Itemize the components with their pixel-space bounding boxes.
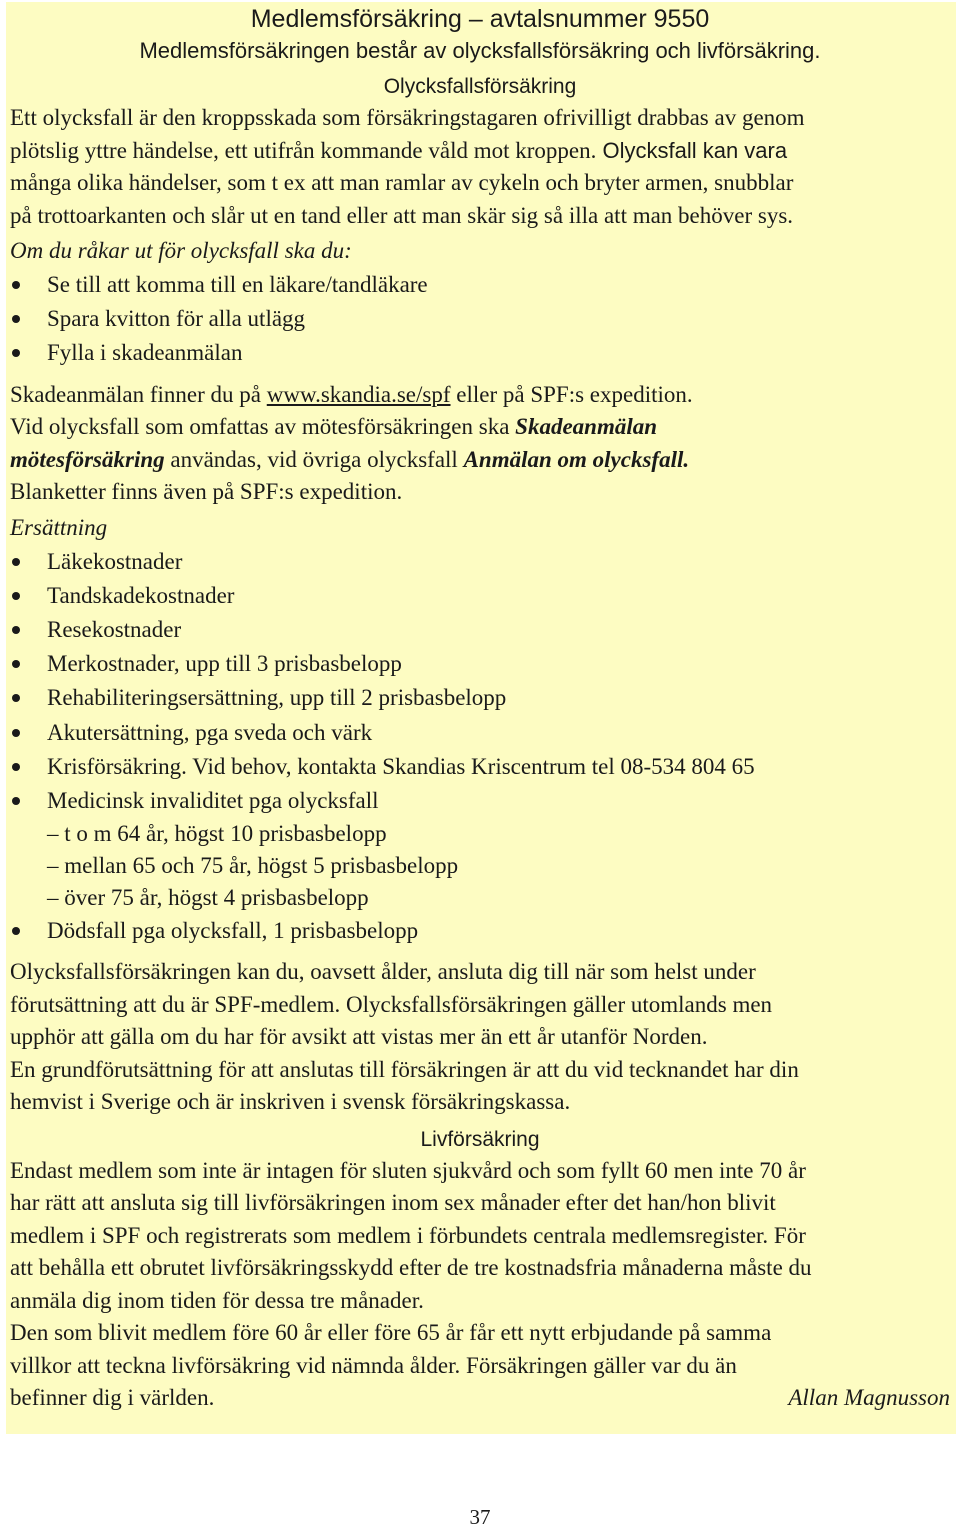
closing-line: befinner dig i världen. Allan Magnusson [10,1382,950,1415]
claim-form-line: Skadeanmälan finner du på www.skandia.se/spf eller på SPF:s expedition. [10,381,693,407]
form-name-bold: Skadeanmälan [515,414,658,440]
bullet-icon [12,797,20,805]
compensation-heading: Ersättning [10,514,108,540]
accident-definition [10,102,950,232]
accident-heading: Olycksfallsförsäkring [383,75,577,98]
page-number: 37 [469,1505,491,1529]
list-item: Akutersättning, pga sveda och värk [10,716,950,750]
definition-line [10,135,950,168]
sub-item: – mellan 65 och 75 år, högst 5 prisbasbelopp [47,853,459,879]
life-info: Endast medlem som inte är intagen för sluten sjukvård och som fyllt 60 men inte 70 år har rätt att ansluta sig till livförsäkringen inom sex månader efter det han/hon blivit medlem i SPF och registrerats som medlem i förbundets centrala medlemsregister. För att behålla ett obrutet livförsäkringsskydd efter de tre kostnadsfria månaderna måste du anmäla dig inom tiden för dessa tre månader. Den som blivit medlem före 60 år eller före 65 år får ett nytt erbjudande på samma villkor att teckna livförsäkring vid nämnda ålder. Försäkringen gäller var du än befinner dig i världen. Allan Magnusson [10,1155,950,1415]
definition-line: många olika händelser, som t ex att man ramlar av cykeln och bryter armen, snubblar [10,170,794,195]
bullet-icon [12,315,20,323]
document-subtitle: Medlemsförsäkringen består av olycksfallsförsäkring och livförsäkring. [139,38,821,63]
document-title: Medlemsförsäkring – avtalsnummer 9550 [250,5,710,33]
list-item: Dödsfall pga olycksfall, 1 prisbasbelopp [10,914,950,948]
list-item: Spara kvitton för alla utlägg [10,302,950,336]
form-name-bold: Anmälan om olycksfall. [463,446,690,472]
sub-item: – t o m 64 år, högst 10 prisbasbelopp [47,821,387,847]
death-list [10,914,950,948]
sub-item: – över 75 år, högst 4 prisbasbelopp [47,885,369,911]
list-item: Läkekostnader [10,545,950,579]
bullet-icon [12,626,20,634]
definition-text-sans: Olycksfall kan vara [596,137,788,163]
definition-line: Ett olycksfall är den kroppsskada som försäkringstagaren ofrivilligt drabbas av genom [10,105,805,130]
bullet-icon [12,281,20,289]
list-item: Krisförsäkring. Vid behov, kontakta Skandias Kriscentrum tel 08-534 804 65 [10,750,950,784]
document-page [6,2,956,1434]
bullet-icon [12,558,20,566]
list-item: Rehabiliteringsersättning, upp till 2 prisbasbelopp [10,681,950,715]
invalidity-sublist [10,818,950,914]
bullet-icon [12,349,20,357]
accident-steps-list [10,268,950,371]
list-item: Medicinsk invaliditet pga olycksfall [10,784,950,818]
bullet-icon [12,694,20,702]
meeting-line: mötesförsäkring användas, vid övriga olycksfall Anmälan om olycksfall. [10,446,690,472]
claim-form-info [10,379,950,509]
list-item: Merkostnader, upp till 3 prisbasbelopp [10,647,950,681]
skandia-link[interactable]: www.skandia.se/spf [266,381,451,407]
bullet-icon [12,729,20,737]
definition-line: på trottoarkanten och slår ut en tand eller att man skär sig så illa att man behöver sys. [10,202,794,228]
compensation-list [10,545,950,819]
life-heading: Livförsäkring [420,1127,540,1151]
list-item: Se till att komma till en läkare/tandläkare [10,268,950,302]
list-item: Resekostnader [10,613,950,647]
joining-info: Olycksfallsförsäkringen kan du, oavsett ålder, ansluta dig till när som helst under förutsättning att du är SPF-medlem. Olycksfallsförsäkringen gäller utomlands men upphör att gälla om du har för avsikt att vistas mer än ett år utanför Norden. En grundförutsättning för att anslutas till försäkringen är att du vid tecknandet har din hemvist i Sverige och är inskriven i svensk försäkringskassa. [10,959,799,1115]
bullet-icon [12,927,20,935]
form-name-bold: mötesförsäkring [10,446,165,472]
author-signature: Allan Magnusson [788,1385,950,1411]
definition-text: plötslig yttre händelse, ett utifrån kommande våld mot kroppen. [10,137,597,163]
bullet-icon [12,763,20,771]
bullet-icon [12,660,20,668]
meeting-line: Vid olycksfall som omfattas av mötesförsäkringen ska Skadeanmälan [10,414,658,440]
bullet-icon [12,592,20,600]
list-item: Tandskadekostnader [10,579,950,613]
if-accident-intro: Om du råkar ut för olycksfall ska du: [10,238,352,263]
list-item: Fylla i skadeanmälan [10,336,950,370]
forms-available: Blanketter finns även på SPF:s expedition. [10,479,403,505]
